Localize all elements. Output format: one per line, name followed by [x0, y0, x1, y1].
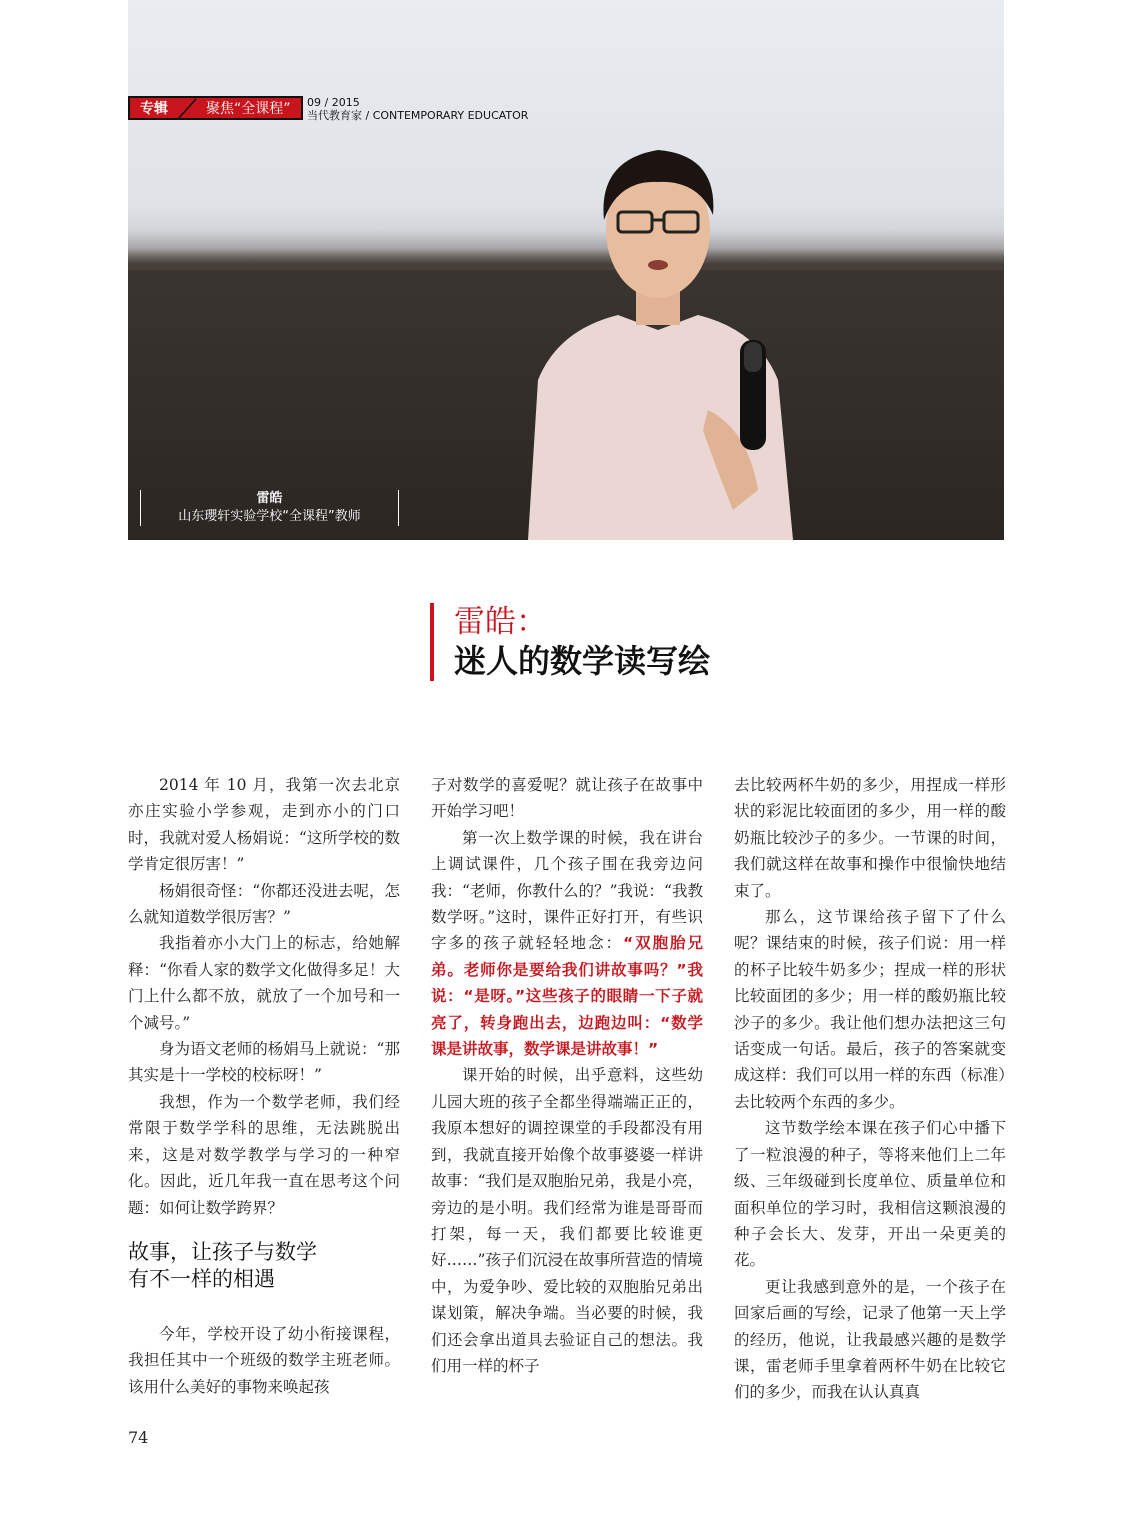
section-heading-line-1: 故事，让孩子与数学	[128, 1239, 317, 1264]
paragraph: 我想，作为一个数学老师，我们经常限于数学学科的思维，无法跳脱出来，这是对数学教学与学习的一种窄化。因此，近几年我一直在思考这个问题：如何让数学跨界？	[128, 1092, 400, 1217]
highlighted-quote: “双胞胎兄弟。老师你是要给我们讲故事吗？”我说：“是呀。”这些孩子的眼睛一下子就亮了，转身跑出去，边跑边叫：“数学课是讲故事，数学课是讲故事！”	[431, 934, 703, 1059]
article-title	[430, 603, 710, 681]
tag-primary: 专辑	[128, 96, 178, 120]
page-number: 74	[128, 1428, 149, 1447]
tag-slash	[178, 96, 196, 120]
issue-info	[307, 96, 528, 122]
column-3	[734, 772, 1006, 1406]
paragraph: 我指着亦小大门上的标志，给她解释：“你看人家的数学文化做得多足！大门上什么都不放，就放了一个加号和一个减号。”	[128, 934, 400, 1032]
hero-photo	[128, 0, 1004, 540]
column-2	[431, 772, 703, 1379]
photo-caption	[140, 490, 399, 526]
paragraph: 更让我感到意外的是，一个孩子在回家后画的写绘，记录了他第一天上学的经历，他说，让我最感兴趣的是数学课，雷老师手里拿着两杯牛奶在比较它们的多少，而我在认认真真	[734, 1277, 1006, 1402]
section-tag	[128, 96, 303, 120]
speaker-illustration	[508, 130, 808, 540]
magazine-name: 当代教育家 / CONTEMPORARY EDUCATOR	[307, 109, 529, 122]
paragraph: 子对数学的喜爱呢？就让孩子在故事中开始学习吧！	[431, 776, 703, 821]
title-line-1: 雷皓：	[454, 604, 547, 640]
section-heading-line-2: 有不一样的相遇	[128, 1266, 275, 1291]
mouth	[648, 260, 668, 270]
paragraph: 那么，这节课给孩子留下了什么呢？课结束的时候，孩子们说：用一样的杯子比较牛奶多少；捏成一样的形状比较面团的多少；用一样的酸奶瓶比较沙子的多少。我让他们想办法把这三句话变成一句话。最后，孩子的答案就变成这样：我们可以用一样的东西（标准）去比较两个东西的多少。	[734, 908, 1006, 1111]
paragraph	[431, 825, 703, 1063]
caption-name: 雷皓	[256, 491, 283, 506]
paragraph: 2014 年 10 月，我第一次去北京亦庄实验小学参观，走到亦小的门口时，我就对爱人杨娟说：“这所学校的数学肯定很厉害！”	[128, 776, 400, 874]
section-heading	[128, 1239, 400, 1293]
caption-role: 山东瓔轩实验学校“全课程”教师	[178, 509, 361, 524]
tag-secondary: 聚焦“全课程”	[196, 96, 303, 120]
paragraph: 今年，学校开设了幼小衔接课程，我担任其中一个班级的数学主班老师。该用什么美好的事物来唤起孩	[128, 1324, 400, 1396]
paragraph: 杨娟很奇怪：“你都还没进去呢，怎么就知道数学很厉害？”	[128, 881, 400, 927]
column-1	[128, 772, 400, 1400]
paragraph: 去比较两杯牛奶的多少，用捏成一样形状的彩泥比较面团的多少，用一样的酸奶瓶比较沙子的多少。一节课的时间，我们就这样在故事和操作中很愉快地结束了。	[734, 776, 1006, 900]
paragraph: 课开始的时候，出乎意料，这些幼儿园大班的孩子全都坐得端端正正的，我原本想好的调控课堂的手段都没有用到，我就直接开始像个故事婆婆一样讲故事：“我们是双胞胎兄弟，我是小亮，旁边的是小明。我们经常为谁是哥哥而打架，每一天，我们都要比较谁更好……”孩子们沉浸在故事所营造的情境中，为爱争吵、爱比较的双胞胎兄弟出谋划策，解决争端。当必要的时候，我们还会拿出道具去验证自己的想法。我们用一样的杯子	[431, 1066, 703, 1375]
paragraph: 身为语文老师的杨娟马上就说：“那其实是十一学校的校标呀！”	[128, 1040, 400, 1085]
paragraph-text: 第一次上数学课的时候，我在讲台上调试课件，几个孩子围在我旁边问我：“老师，你教什么的？”我说：“我教数学呀。”这时，课件正好打开，有些识字多的孩子就轻轻地念：	[431, 828, 703, 953]
title-line-2: 迷人的数学读写绘	[454, 642, 711, 680]
paragraph: 这节数学绘本课在孩子们心中播下了一粒浪漫的种子，等将来他们上二年级、三年级碰到长度单位、质量单位和面积单位的学习时，我相信这颗浪漫的种子会长大、发芽，开出一朵更美的花。	[734, 1119, 1006, 1270]
issue-date: 09 / 2015	[307, 96, 360, 109]
